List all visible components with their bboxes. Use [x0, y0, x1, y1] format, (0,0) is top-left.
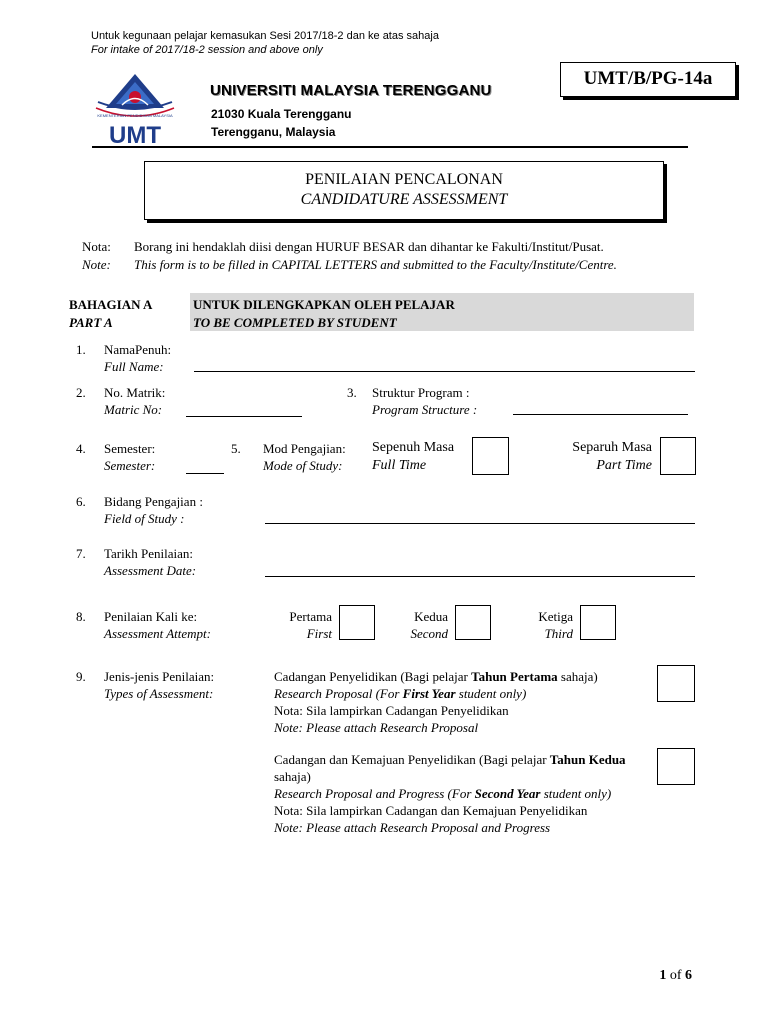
research-proposal-note-english: Note: Please attach Research Proposal [274, 720, 479, 735]
title-english: CANDIDATURE ASSESSMENT [300, 191, 508, 208]
note-label-english: Note: [82, 257, 111, 272]
university-name: UNIVERSITI MALAYSIA TERENGGANU [210, 82, 492, 99]
second-attempt-checkbox[interactable] [455, 605, 491, 640]
second-label-malay: Kedua [414, 609, 448, 624]
program-structure-input[interactable] [513, 414, 688, 415]
assessment-date-input[interactable] [265, 576, 695, 577]
header-divider [92, 146, 688, 148]
program-structure-label-english: Program Structure : [372, 402, 478, 417]
full-name-label-english: Full Name: [104, 359, 164, 374]
assessment-date-label-malay: Tarikh Penilaian: [104, 546, 193, 561]
first-label-english: First [306, 626, 332, 641]
field-1-number: 1. [76, 342, 86, 357]
matric-label-malay: No. Matrik: [104, 385, 166, 400]
note-text-malay: Borang ini hendaklah diisi dengan HURUF BESAR dan dihantar ke Fakulti/Institut/Pusat. [134, 239, 604, 254]
research-progress-note-english: Note: Please attach Research Proposal and Progress [274, 820, 551, 835]
part-time-label-english: Part Time [596, 458, 652, 473]
part-a-heading-malay: UNTUK DILENGKAPKAN OLEH PELAJAR [193, 297, 455, 312]
research-proposal-note-malay: Nota: Sila lampirkan Cadangan Penyelidikan [274, 703, 509, 718]
research-progress-line-english: Research Proposal and Progress (For Second Year student only) [274, 786, 612, 801]
page-number: 1 of 6 [659, 968, 692, 983]
semester-input[interactable] [186, 473, 224, 474]
mode-of-study-label-english: Mode of Study: [263, 458, 343, 473]
part-a-label-malay: BAHAGIAN A [69, 297, 153, 312]
research-progress-line-malay: Cadangan dan Kemajuan Penyelidikan (Bagi pelajar Tahun Kedua [274, 752, 626, 767]
intake-note-english: For intake of 2017/18-2 session and above only [91, 44, 323, 56]
title-malay: PENILAIAN PENCALONAN [305, 171, 503, 188]
logo-small-text: KEMENTERIAN PENDIDIKAN MALAYSIA [97, 113, 173, 118]
part-a-heading-english: TO BE COMPLETED BY STUDENT [193, 315, 397, 330]
research-proposal-checkbox[interactable] [657, 665, 695, 702]
matric-input[interactable] [186, 416, 302, 417]
field-of-study-label-english: Field of Study : [104, 511, 185, 526]
assessment-date-label-english: Assessment Date: [104, 563, 197, 578]
assessment-types-label-malay: Jenis-jenis Penilaian: [104, 669, 215, 684]
full-time-checkbox[interactable] [472, 437, 509, 475]
field-2-number: 2. [76, 385, 86, 400]
matric-label-english: Matric No: [104, 402, 163, 417]
research-proposal-line-malay: Cadangan Penyelidikan (Bagi pelajar Tahun Pertama sahaja) [274, 669, 598, 684]
address-line-1: 21030 Kuala Terengganu [211, 107, 352, 121]
field-4-number: 4. [76, 441, 86, 456]
intake-note-malay: Untuk kegunaan pelajar kemasukan Sesi 2017/18-2 dan ke atas sahaja [91, 30, 439, 42]
assessment-attempt-label-english: Assessment Attempt: [104, 626, 211, 641]
research-progress-checkbox[interactable] [657, 748, 695, 785]
research-progress-line-malay-cont: sahaja) [274, 769, 311, 784]
semester-label-malay: Semester: [104, 441, 156, 456]
address-line-2: Terengganu, Malaysia [211, 125, 336, 139]
full-name-label-malay: NamaPenuh: [104, 342, 172, 357]
title-box [144, 161, 664, 220]
part-time-checkbox[interactable] [660, 437, 696, 475]
program-structure-label-malay: Struktur Program : [372, 385, 470, 400]
research-proposal-line-english: Research Proposal (For First Year student only) [274, 686, 527, 701]
umt-logo-emblem [92, 72, 178, 146]
note-label-malay: Nota: [82, 239, 111, 254]
field-9-number: 9. [76, 669, 86, 684]
part-time-label-malay: Separuh Masa [572, 440, 652, 455]
logo-letters: UMT [109, 122, 161, 146]
part-a-label-english: PART A [69, 315, 113, 330]
umt-logo [92, 72, 178, 146]
assessment-attempt-label-malay: Penilaian Kali ke: [104, 609, 198, 624]
third-label-malay: Ketiga [538, 609, 573, 624]
field-8-number: 8. [76, 609, 86, 624]
third-attempt-checkbox[interactable] [580, 605, 616, 640]
field-7-number: 7. [76, 546, 86, 561]
form-code-box: UMT/B/PG-14a [560, 62, 736, 97]
first-attempt-checkbox[interactable] [339, 605, 375, 640]
research-progress-note-malay: Nota: Sila lampirkan Cadangan dan Kemajuan Penyelidikan [274, 803, 588, 818]
field-5-number: 5. [231, 441, 241, 456]
full-time-label-english: Full Time [372, 458, 427, 473]
first-label-malay: Pertama [289, 609, 332, 624]
field-6-number: 6. [76, 494, 86, 509]
full-name-input[interactable] [194, 371, 695, 372]
note-text-english: This form is to be filled in CAPITAL LETTERS and submitted to the Faculty/Institute/Centre. [134, 257, 617, 272]
semester-label-english: Semester: [104, 458, 156, 473]
second-label-english: Second [410, 626, 448, 641]
field-of-study-input[interactable] [265, 523, 695, 524]
field-3-number: 3. [347, 385, 357, 400]
full-time-label-malay: Sepenuh Masa [372, 440, 455, 455]
third-label-english: Third [544, 626, 573, 641]
field-of-study-label-malay: Bidang Pengajian : [104, 494, 203, 509]
assessment-types-label-english: Types of Assessment: [104, 686, 214, 701]
mode-of-study-label-malay: Mod Pengajian: [263, 441, 346, 456]
